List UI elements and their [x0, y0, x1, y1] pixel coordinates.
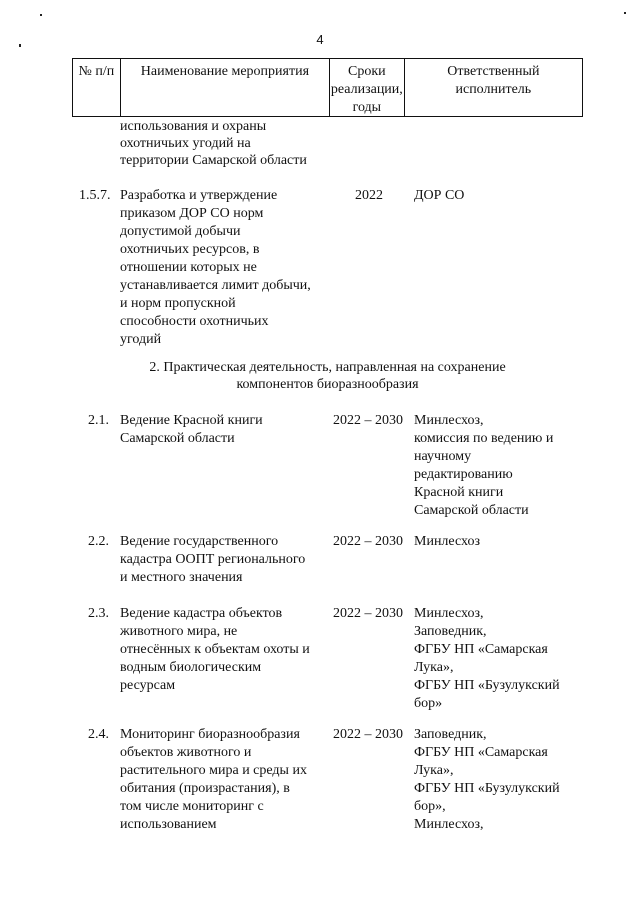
row-term: 2022 – 2030	[333, 606, 403, 621]
row-responsible: Минлесхоз	[414, 534, 481, 549]
row-number: 2.4.	[88, 727, 109, 742]
header-number: № п/п	[73, 59, 121, 116]
row-term: 2022	[355, 188, 383, 203]
scan-speck	[624, 12, 626, 14]
row-number: 2.2.	[88, 534, 109, 549]
row-term: 2022 – 2030	[333, 413, 403, 428]
table-header	[72, 58, 583, 117]
header-name: Наименование мероприятия	[121, 59, 330, 116]
row-term: 2022 – 2030	[333, 727, 403, 742]
scan-speck	[19, 44, 21, 47]
row-number: 2.1.	[88, 413, 109, 428]
row-number: 1.5.7.	[79, 188, 111, 203]
scan-speck	[40, 14, 42, 16]
row-term: 2022 – 2030	[333, 534, 403, 549]
header-term: Сроки реализации, годы	[330, 59, 405, 116]
row-responsible: ДОР СО	[414, 188, 465, 203]
row-number: 2.3.	[88, 606, 109, 621]
header-responsible: Ответственный исполнитель	[447, 64, 540, 97]
page-number: 4	[316, 32, 324, 47]
